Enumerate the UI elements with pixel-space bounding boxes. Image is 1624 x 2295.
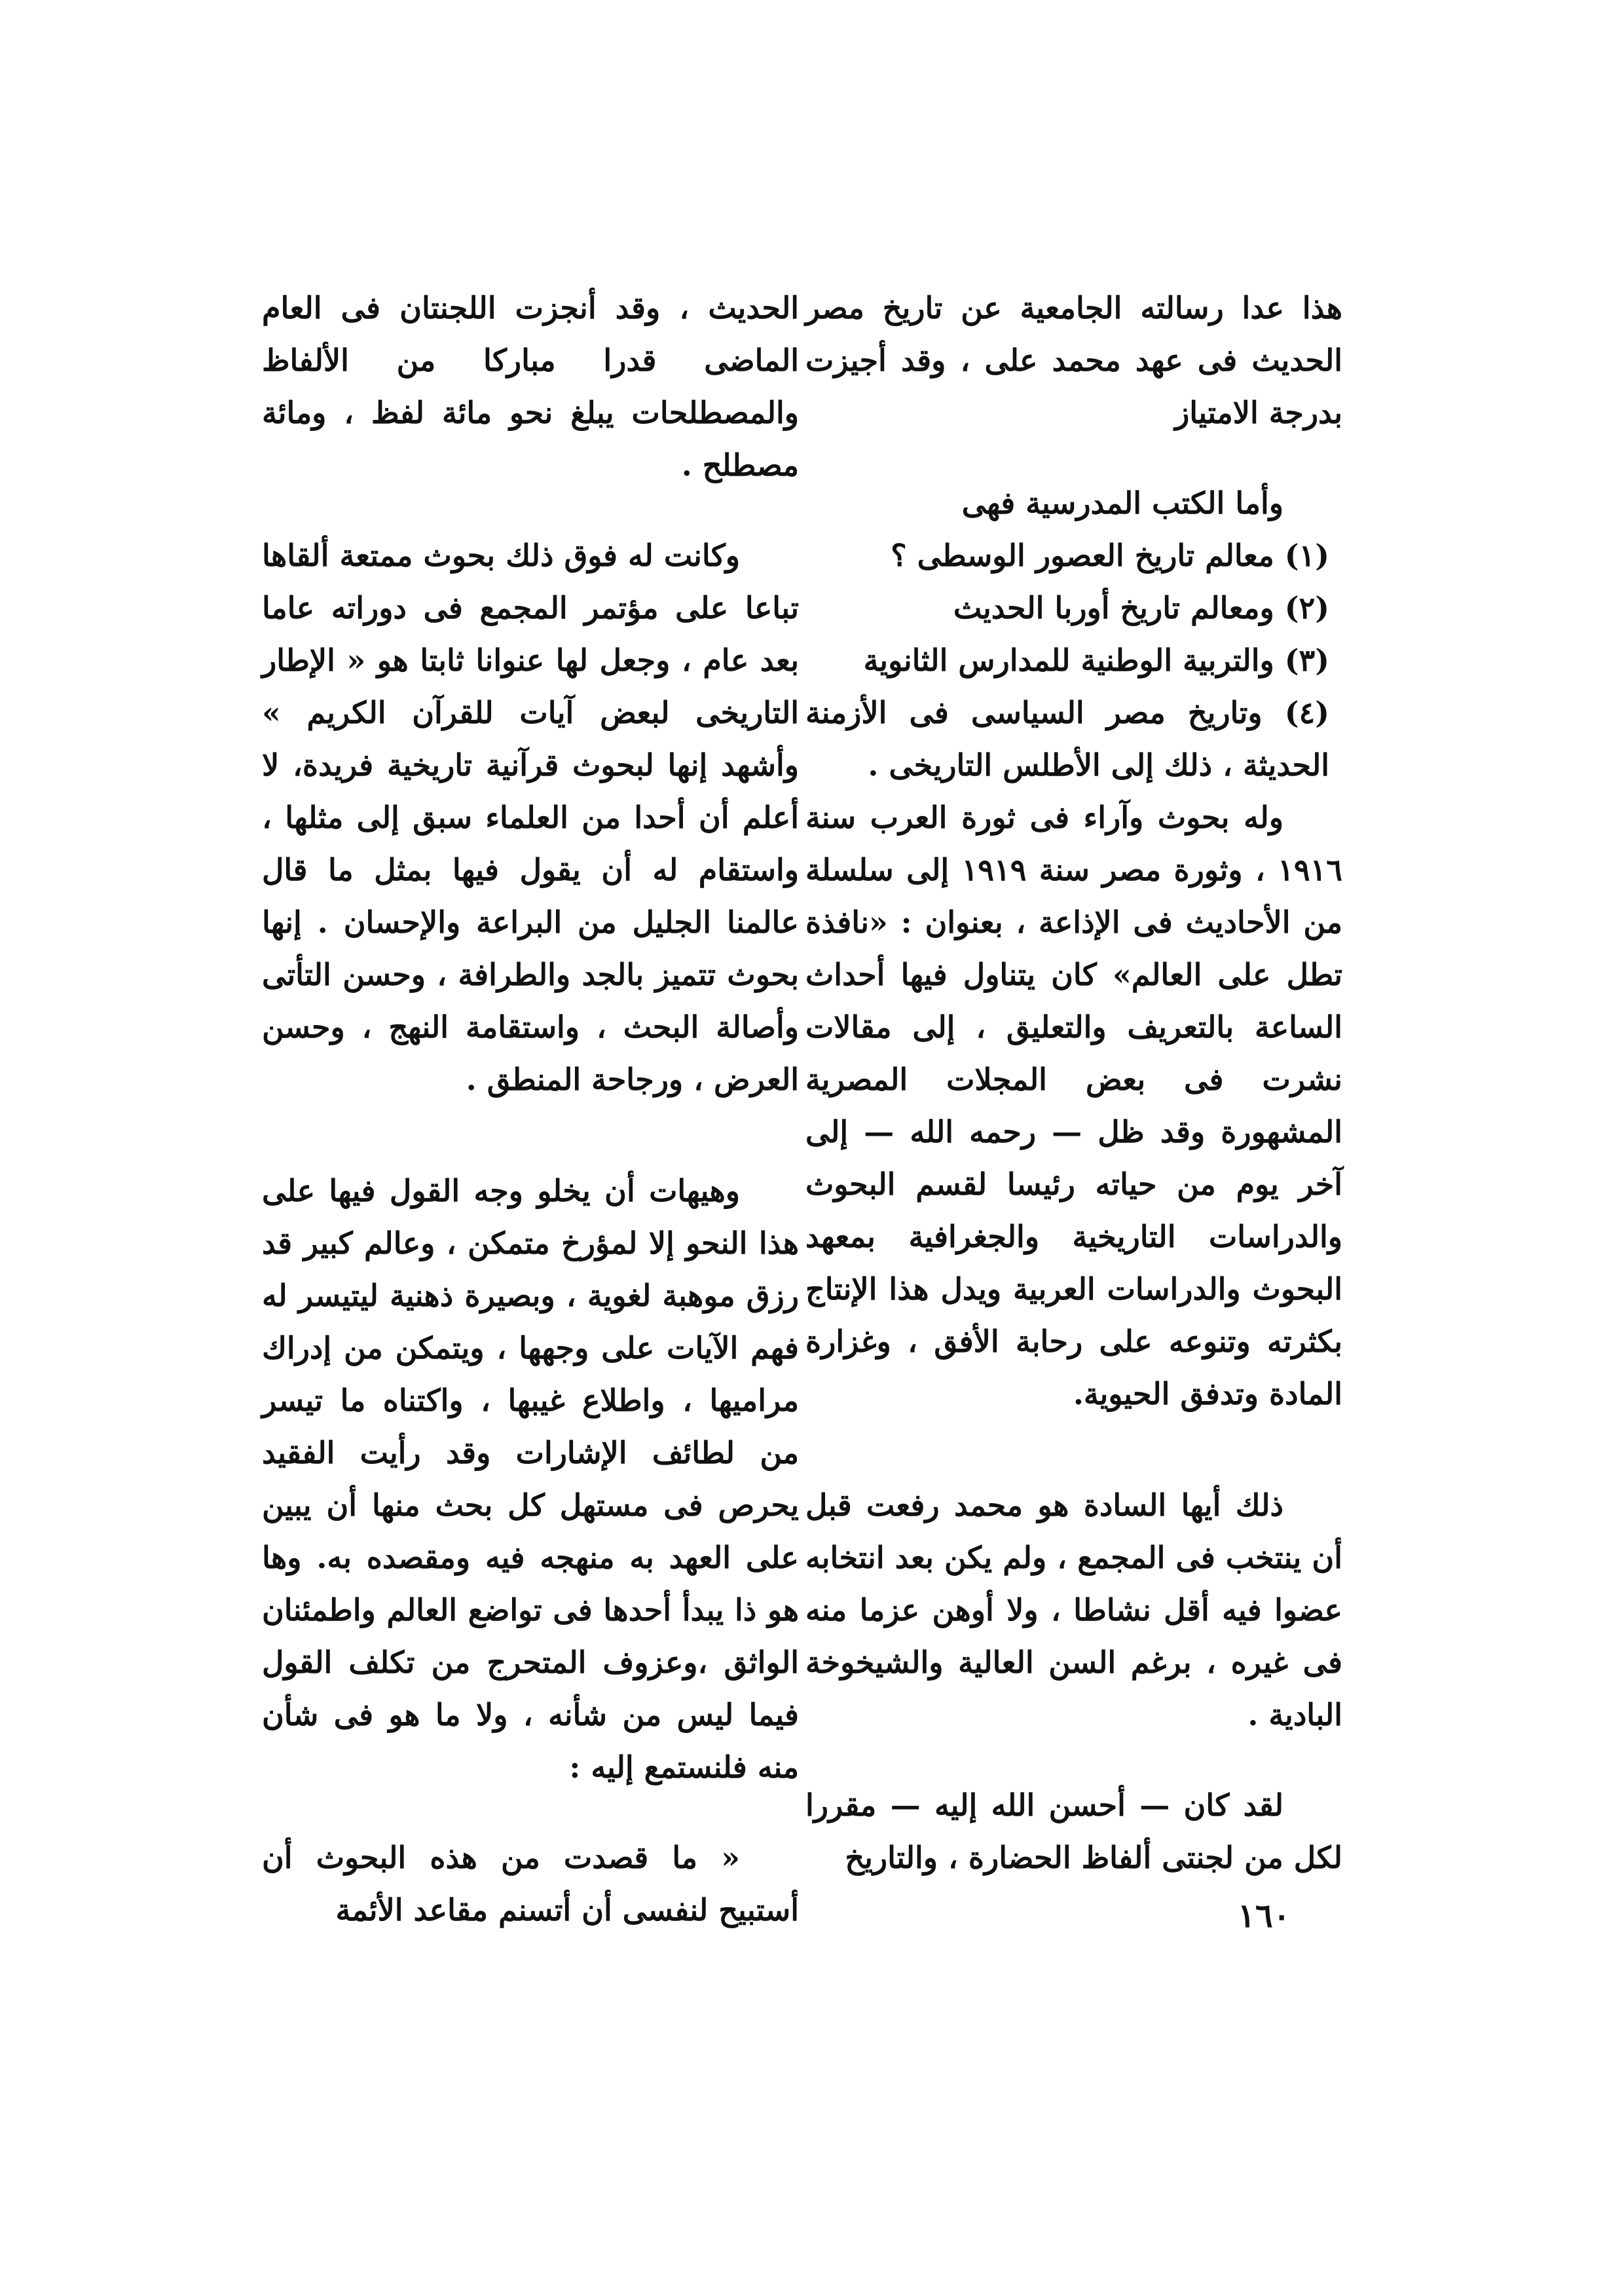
list-item: (١) معالم تاريخ العصور الوسطى ؟ [891,538,1329,573]
right-column [805,282,1342,1884]
paragraph-research: وله بحوث وآراء فى ثورة العرب سنة ١٩١٦ ، وثورة مصر سنة ١٩١٩ إلى سلسلة من الأحاديث فى الإذاعة ، بعنوان : «نافذة تطل على العالم» كان يتناول فيها أحداث الساعة بالتعريف والتعليق ، إلى مقالات نشرت فى بعض المجلات المصرية المشهورة وقد ظل — رحمه الله — إلى آخر يوم من حياته رئيسا لقسم البحوث والدراسات التاريخية والجغرافية بمعهد البحوث والدراسات العربية ويدل هذا الإنتاج بكثرته وتنوعه على رحابة الأفق ، وغزارة المادة وتدفق الحيوية. [805,800,1342,1411]
paragraph-committee: لقد كان — أحسن الله إليه — مقررا لكل من لجنتى ألفاظ الحضارة ، والتاريخ [805,1787,1342,1875]
paragraph-quote: « ما قصدت من هذه البحوث أن أستبيح لنفسى أن أتسنم مقاعد الأئمة [262,1840,799,1928]
paragraph-committee-continued: الحديث ، وقد أنجزت اللجنتان فى العام الماضى قدرا مباركا من الألفاظ والمصطلحات يبلغ نحو مائة لفظ ، ومائة مصطلح . [262,290,799,483]
paragraph-historian-method: وهيهات أن يخلو وجه القول فيها على هذا النحو إلا لمؤرخ متمكن ، وعالم كبير قد رزق موهبة لغوية ، وبصيرة ذهنية ليتيسر له فهم الآيات على وجهها ، ويتمكن من إدراك مراميها ، واطلاع غيبها ، واكتناه ما تيسر من لطائف الإشارات وقد رأيت الفقيد يحرص فى مستهل كل بحث منها أن يبين على العهد به منهجه فيه ومقصده به. وها هو ذا يبدأ أحدها فى تواضع العالم واطمئنان الواثق ،وعزوف المتحرج من تكلف القول فيما ليس من شأنه ، ولا ما هو فى شأن منه فلنستمع إليه : [262,1173,799,1785]
list-item: (٤) وتاريخ مصر السياسى فى الأزمنة الحديثة ، ذلك إلى الأطلس التاريخى . [805,695,1329,783]
paragraph-quranic-research: وكانت له فوق ذلك بحوث ممتعة ألقاها تباعا على مؤتمر المجمع فى دوراته عاما بعد عام ، وجعل لها عنوانا ثابتا هو « الإطار التاريخى لبعض آيات للقرآن الكريم » وأشهد إنها لبحوث قرآنية تاريخية فريدة، لا أعلم أن أحدا من العلماء سبق إلى مثلها ، واستقام له أن يقول فيها بمثل ما قال عالمنا الجليل من البراعة والإحسان . إنها بحوث تتميز بالجد والطرافة ، وحسن التأتى وأصالة البحث ، واستقامة النهج ، وحسن العرض ، ورجاحة المنطق . [262,538,799,1097]
paragraph-thesis: هذا عدا رسالته الجامعية عن تاريخ مصر الحديث فى عهد محمد على ، وقد أجيزت بدرجة الامتياز [805,290,1342,430]
page-number: ١٦٠ [1238,1896,1291,1935]
paragraph-school-books-intro: وأما الكتب المدرسية فهى [961,485,1283,521]
paragraph-academy-election: ذلك أيها السادة هو محمد رفعت قبل أن ينتخب فى المجمع ، ولم يكن بعد انتخابه عضوا فيه أقل نشاطا ، ولا أوهن عزما منه فى غيره ، برغم السن العالية والشيخوخة البادية . [805,1487,1342,1732]
list-item: (٣) والتربية الوطنية للمدارس الثانوية [863,643,1329,678]
list-item: (٢) ومعالم تاريخ أوربا الحديث [953,590,1329,625]
left-column [262,282,799,1936]
